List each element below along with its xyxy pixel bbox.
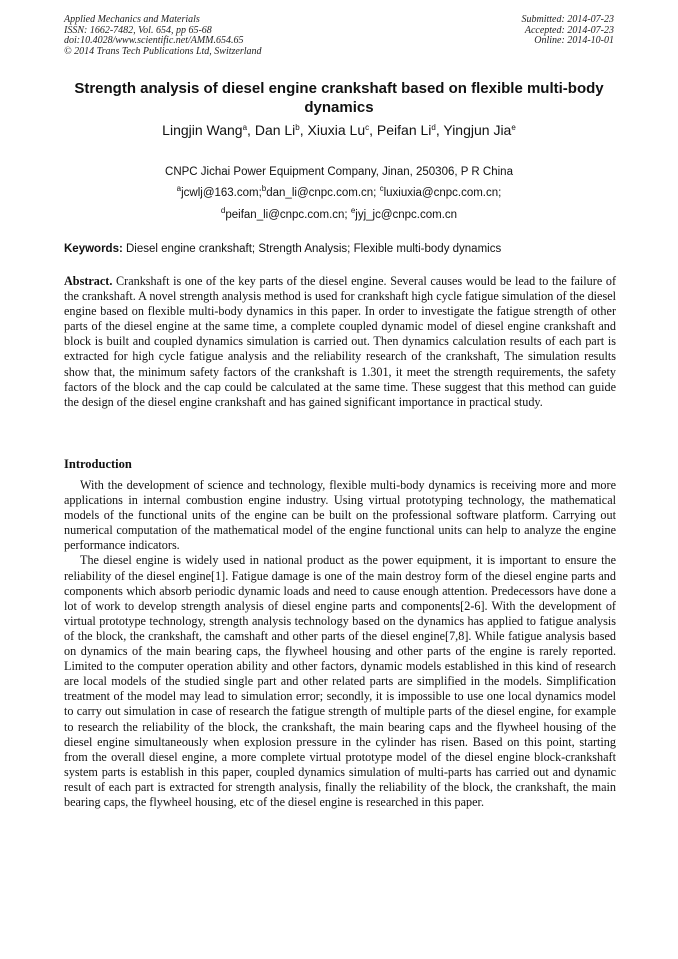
issn-line: ISSN: 1662-7482, Vol. 654, pp 65-68 <box>64 24 212 36</box>
email-link[interactable]: $^e$jyj_jc@cnpc.com.cn <box>350 206 458 221</box>
author: Dan Li$^b$, <box>254 122 308 138</box>
online-date: Online: 2014-10-01 <box>534 35 614 46</box>
keywords <box>64 242 616 256</box>
author: Peifan Li$^d$, <box>376 122 444 138</box>
accepted-date: Accepted: 2014-07-23 <box>524 24 614 36</box>
paragraph: The diesel engine is widely used in national product as the power equipment, it is important to ensure the reliability of the diesel engine[1]. Fatigue damage is one of the main destroy form of the diesel engine parts and components which absorb periodic dynamic loads and need to cause enough attention. Predecessors have done a lot of work to develop strength analysis of diesel engine parts and components[2-6]. With the development of virtual prototype technology, strength analysis technology based on the dynamics has applied to fatigue analysis of the block, the crankshaft, the camshaft and other parts of the diesel engine[7,8]. While fatigue analysis based on dynamics of the main bearing caps, the flywheel housing and other parts of the engine is rarely reported. Limited to the computer operation ability and other factors, dynamic models established in this kind of research are local models of the studied single part and other related parts are simplified in the models. Simplification treatment of the model may lead to simulation error; secondly, it is impossible to use one local dynamics model to carry out simulation in case of research the fatigue strength of multiple parts of the diesel engine, for example to research the reliability of the block, the crankshaft, the main bearing caps and the flywheel housing of the diesel engine simultaneously when explosion pressure in the cylinder has risen. Based on this point, starting from the overall diesel engine, a more complete virtual prototype model of the diesel engine block-crankshaft system parts is establish in this paper, coupled dynamics simulation of multi-parts has carried out and dynamic result of each part is extracted for strength analysis, finally the reliability of the block, the crankshaft, the main bearing caps, the flywheel housing, etc of the diesel engine is researched in this paper. <box>64 553 616 809</box>
abstract-text: Crankshaft is one of the key parts of the diesel engine. Several causes would be lead to the failure of the crankshaft. A novel strength analysis method is used for crankshaft high cycle fatigue simulation of the diesel engine based on flexible multi-body dynamics in this paper. In order to investigate the fatigue strength of other parts of the diesel engine at the same time, a complete coupled dynamic model of diesel engine crankshaft and block is built and coupled dynamics simulation is carried out. Then dynamics calculation results of each part is extracted for high cycle fatigue analysis and the reliability research of the crankshaft, The simulation results show that, the minimum safety factors of the crankshaft is 1.301, it meet the strength requirements, the safety factors of the block and the cap could be calculated at the same time. These suggest that this method can guide the design of the diesel engine crankshaft and has gained significant importance in practical study. <box>64 274 616 409</box>
email-line <box>64 186 614 200</box>
abstract-label: Abstract. <box>64 274 113 288</box>
abstract <box>64 274 616 410</box>
doi-line: doi:10.4028/www.scientific.net/AMM.654.65 <box>64 35 244 46</box>
author: Xiuxia Lu$^c$, <box>307 122 377 138</box>
paper-title: Strength analysis of diesel engine crankshaft based on flexible multi-body dynamics <box>74 80 604 116</box>
email-line <box>64 208 614 222</box>
email-link[interactable]: $^a$jcwlj@163.com; <box>176 184 262 199</box>
copyright-line: © 2014 Trans Tech Publications Ltd, Switzerland <box>64 45 262 57</box>
author: Yingjun Jia$^e$ <box>443 122 516 138</box>
email-link[interactable]: $^c$luxiuxia@cnpc.com.cn; <box>379 184 502 199</box>
author: Lingjin Wang$^a$, <box>162 122 255 138</box>
email-link[interactable]: $^b$dan_li@cnpc.com.cn; <box>261 184 380 199</box>
keywords-label: Keywords: <box>64 243 123 255</box>
submitted-date: Submitted: 2014-07-23 <box>521 14 614 25</box>
keywords-text: Diesel engine crankshaft; Strength Analysis; Flexible multi-body dynamics <box>126 243 502 255</box>
paragraph: With the development of science and technology, flexible multi-body dynamics is receiving more and more applications in internal combustion engine industry. Using virtual prototyping technology, the mathematical models of the functional units of the engine can be built on the professional software platform. Carrying out numerical computation of the mathematical model of the engine functional units can help to analyze the engine performance indicators. <box>64 478 616 553</box>
introduction-body <box>64 478 616 810</box>
section-heading-introduction: Introduction <box>64 457 132 471</box>
author-list <box>64 120 614 140</box>
dates-header <box>522 15 615 47</box>
journal-header <box>64 15 262 57</box>
affiliation: CNPC Jichai Power Equipment Company, Jinan, 250306, P R China <box>165 166 513 178</box>
journal-name: Applied Mechanics and Materials <box>64 14 200 25</box>
email-link[interactable]: $^d$peifan_li@cnpc.com.cn; <box>220 206 351 221</box>
